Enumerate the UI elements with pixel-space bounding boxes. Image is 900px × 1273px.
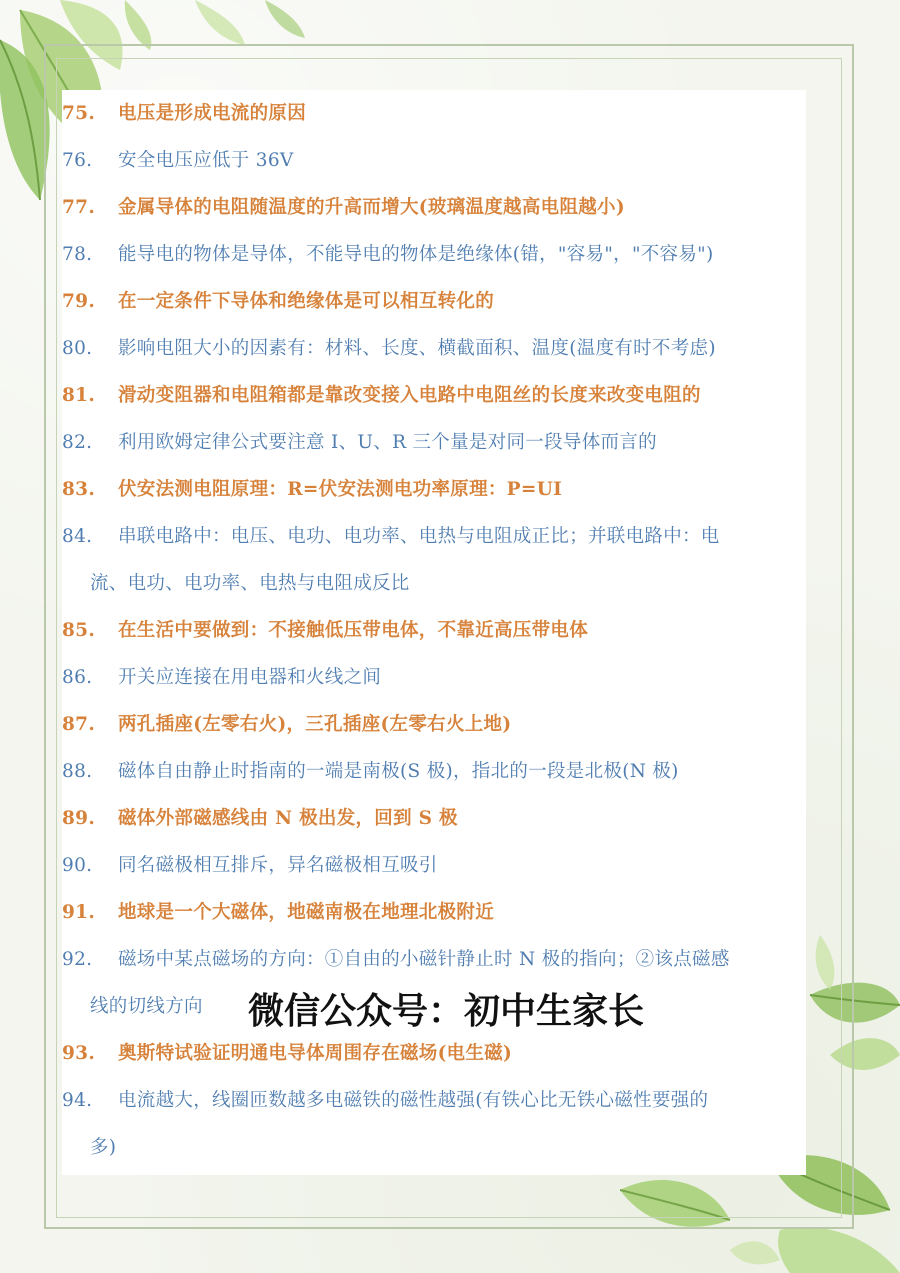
item-number: 82. [62,432,93,453]
item-text: 地球是一个大磁体，地磁南极在地理北极附近 [118,902,495,923]
list-item [62,137,812,184]
item-text: 在一定条件下导体和绝缘体是可以相互转化的 [118,291,495,312]
item-text: 多) [90,1137,117,1158]
item-text: 奥斯特试验证明通电导体周围存在磁场(电生磁) [118,1043,513,1064]
list-item [62,513,812,607]
list-item [62,372,812,419]
item-number: 75. [62,103,96,124]
list-item [62,748,812,795]
item-text: 伏安法测电阻原理：R=伏安法测电功率原理：P=UI [118,479,563,500]
item-number: 86. [62,667,93,688]
item-text: 磁体外部磁感线由 N 极出发，回到 S 极 [118,808,458,829]
item-number: 87. [62,714,96,735]
item-number: 78. [62,244,93,265]
item-number: 90. [62,855,93,876]
item-text: 磁体自由静止时指南的一端是南极(S 极)，指北的一段是北极(N 极) [118,761,679,782]
list-item [62,889,812,936]
item-text: 利用欧姆定律公式要注意 I、U、R 三个量是对同一段导体而言的 [118,432,657,453]
item-text: 流、电功、电功率、电热与电阻成反比 [90,573,410,594]
item-text: 两孔插座(左零右火)，三孔插座(左零右火上地) [118,714,512,735]
list-item [62,90,812,137]
item-number: 93. [62,1043,96,1064]
item-text: 开关应连接在用电器和火线之间 [118,667,382,688]
item-text: 串联电路中：电压、电功、电功率、电热与电阻成正比；并联电路中：电 [118,526,720,547]
list-item [62,1077,812,1171]
item-text: 磁场中某点磁场的方向：①自由的小磁针静止时 N 极的指向；②该点磁感 [118,949,730,970]
item-text: 同名磁极相互排斥，异名磁极相互吸引 [118,855,438,876]
item-number: 89. [62,808,96,829]
list-item [62,278,812,325]
item-text: 电压是形成电流的原因 [118,103,307,124]
watermark-text: 微信公众号：初中生家长 [248,988,708,1036]
item-number: 80. [62,338,93,359]
item-number: 91. [62,902,96,923]
list-item [62,607,812,654]
item-text: 在生活中要做到：不接触低压带电体，不靠近高压带电体 [118,620,589,641]
list-item [62,466,812,513]
item-number: 81. [62,385,96,406]
item-number: 92. [62,949,93,970]
list-item [62,419,812,466]
item-text: 金属导体的电阻随温度的升高而增大(玻璃温度越高电阻越小) [118,197,625,218]
item-text: 线的切线方向 [90,996,203,1017]
item-number: 94. [62,1090,93,1111]
item-text: 滑动变阻器和电阻箱都是靠改变接入电路中电阻丝的长度来改变电阻的 [118,385,701,406]
list-item [62,842,812,889]
item-number: 77. [62,197,96,218]
list-item [62,325,812,372]
item-number: 84. [62,526,93,547]
list-item [62,231,812,278]
list-item [62,701,812,748]
item-number: 88. [62,761,93,782]
item-number: 76. [62,150,93,171]
item-text: 电流越大，线圈匝数越多电磁铁的磁性越强(有铁心比无铁心磁性要强的 [118,1090,709,1111]
item-text: 影响电阻大小的因素有：材料、长度、横截面积、温度(温度有时不考虑) [118,338,716,359]
item-number: 83. [62,479,96,500]
item-number: 79. [62,291,96,312]
item-number: 85. [62,620,96,641]
list-item [62,654,812,701]
list-item [62,795,812,842]
list-item [62,1030,812,1077]
item-text: 安全电压应低于 36V [118,150,294,171]
item-text: 能导电的物体是导体，不能导电的物体是绝缘体(错，"容易"，"不容易") [118,244,714,265]
list-item [62,184,812,231]
